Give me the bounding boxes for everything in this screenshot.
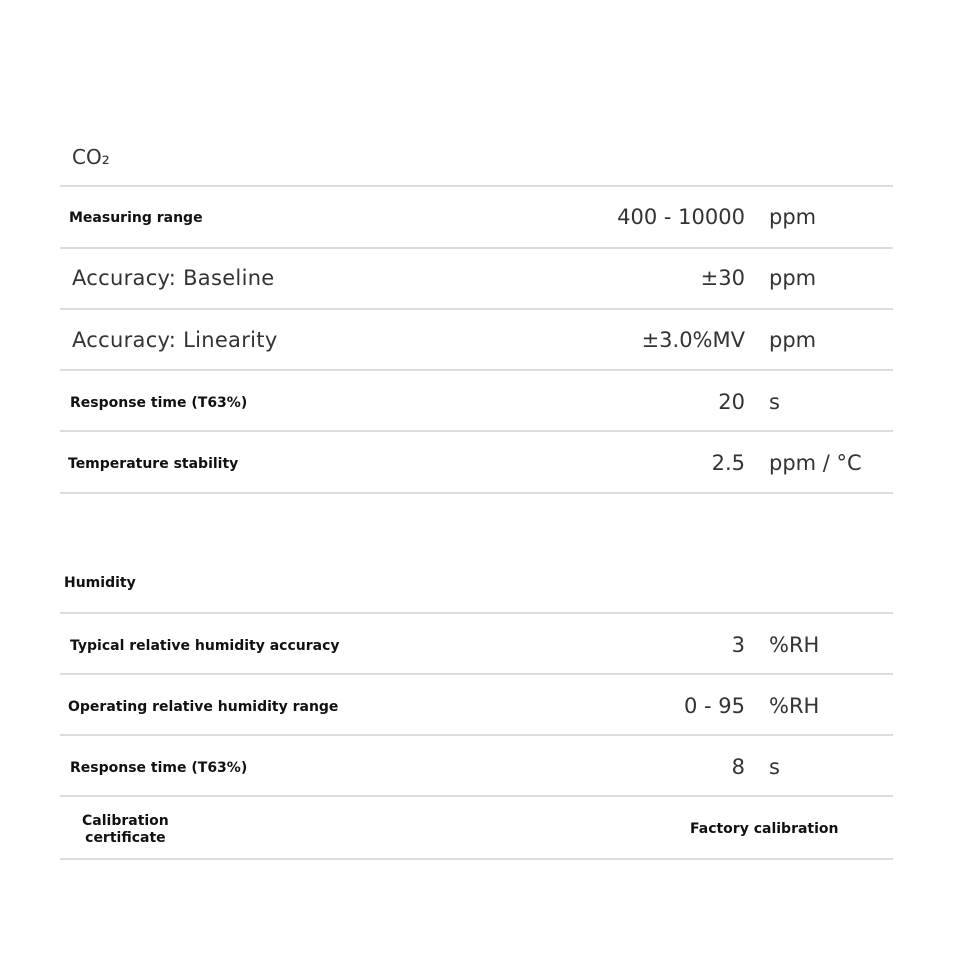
- spec-row-rh-accuracy: [60, 612, 893, 674]
- humidity-section-title: Humidity: [64, 575, 136, 591]
- spec-label: Response time (T63%): [70, 395, 248, 411]
- spec-row-rh-response-time: [60, 734, 893, 796]
- spec-value: 8: [731, 755, 745, 779]
- spec-row-temperature-stability: [60, 430, 893, 494]
- spec-label: Typical relative humidity accuracy: [70, 638, 340, 654]
- co2-section-title: CO₂: [72, 145, 110, 169]
- spec-label: Accuracy: Baseline: [72, 266, 275, 290]
- spec-row-accuracy-baseline: [60, 247, 893, 309]
- spec-unit: %RH: [769, 694, 820, 718]
- spec-label-line2: certificate: [85, 830, 166, 846]
- spec-label: Response time (T63%): [70, 760, 248, 776]
- spec-label: Operating relative humidity range: [68, 699, 339, 715]
- spec-unit: ppm: [769, 266, 817, 290]
- spec-label: Measuring range: [69, 210, 203, 226]
- spec-value: ±3.0%MV: [641, 328, 745, 352]
- spec-unit: s: [769, 390, 780, 414]
- spec-value: 0 - 95: [683, 694, 745, 718]
- spec-label: Temperature stability: [68, 456, 239, 472]
- spec-label: Accuracy: Linearity: [72, 328, 278, 352]
- spec-label-line1: Calibration: [82, 813, 169, 829]
- spec-unit: ppm: [769, 328, 817, 352]
- spec-value: 400 - 10000: [617, 205, 745, 229]
- spec-row-measuring-range: [60, 185, 893, 247]
- spec-unit: %RH: [769, 633, 820, 657]
- spec-value: ±30: [700, 266, 745, 290]
- spec-value: Factory calibration: [690, 821, 839, 837]
- spec-unit: s: [769, 755, 780, 779]
- spec-row-accuracy-linearity: [60, 308, 893, 370]
- spec-value: 20: [718, 390, 745, 414]
- spec-unit: ppm: [769, 205, 817, 229]
- spec-row-response-time: [60, 369, 893, 431]
- spec-value: 2.5: [711, 451, 745, 475]
- spec-unit: ppm / °C: [769, 451, 862, 475]
- spec-row-rh-range: [60, 673, 893, 735]
- spec-row-calibration-certificate: [60, 795, 893, 860]
- spec-value: 3: [731, 633, 745, 657]
- spec-label: [82, 813, 169, 847]
